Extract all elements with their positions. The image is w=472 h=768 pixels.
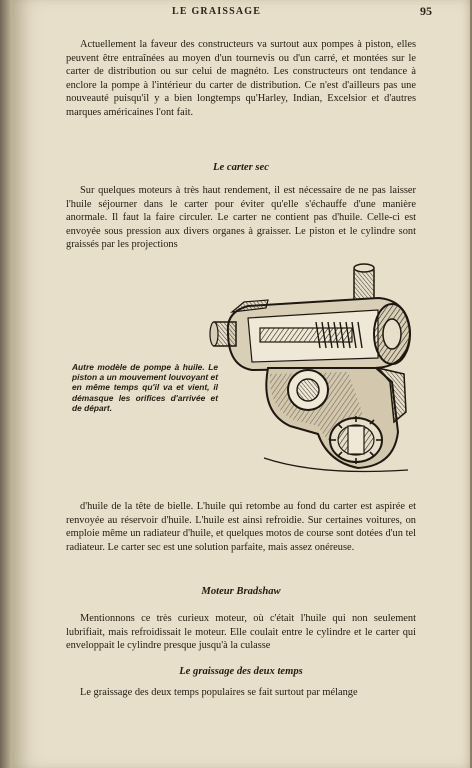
paragraph-carter-sec-continued: d'huile de la tête de bielle. L'huile qui retombe au fond du carter est aspirée et renvoyée au réservoir d'huile. L'huile est ainsi refroidie. Sur certaines voitures, on emploie même un radiateur d'huile, et quelques motos de course sont dotées d'un tel radiateur. Le carter sec est une solution parfaite, mais assez onéreuse.	[66, 501, 416, 553]
heading-moteur-bradshaw: Moteur Bradshaw	[201, 586, 281, 597]
figure-caption: Autre modèle de pompe à huile. Le piston a un mouvement louvoyant et en même temps qu'il va et vient, il démasque les orifices d'arrivée et de départ.	[72, 362, 218, 413]
paragraph-bradshaw: Mentionnons ce très curieux moteur, où c'était l'huile qui non seulement lubrifiait, mais refroidissait le moteur. Elle coulait entre le cylindre et le carter qui enveloppait le cylindre presque jusqu'à la culasse	[66, 613, 416, 652]
paragraph-carter-sec: Sur quelques moteurs à très haut rendement, il est nécessaire de ne pas laisser l'huile séjourner dans le carter pour éviter qu'elle s'échauffe d'une manière anormale. Il faut la faire circuler. Le carter ne contient pas d'huile. Celle-ci est envoyée sous pression aux divers organes à graisser. Le piston et le cylindre sont graissés par les projections	[66, 185, 416, 251]
heading-deux-temps: Le graissage des deux temps	[179, 666, 303, 677]
paragraph-intro: Actuellement la faveur des constructeurs va surtout aux pompes à piston, elles peuvent être entraînées au moyen d'un tournevis ou d'un carré, et montées sur le carter de distribution ou sur celui de magnéto. Les constructeurs ont tendance à enclore la pompe à l'intérieur du carter de distribution. Ce n'est d'ailleurs pas une nouveauté puisqu'il y a bien longtemps qu'Harley, Indian, Excelsior et d'autres marques américaines l'ont fait.	[66, 39, 416, 118]
book-page	[12, 0, 470, 768]
paragraph-deux-temps: Le graissage des deux temps populaires se fait surtout par mélange	[80, 687, 358, 698]
page-number: 95	[420, 4, 432, 18]
oil-pump-engraving-icon	[208, 262, 418, 484]
heading-carter-sec: Le carter sec	[213, 162, 269, 173]
running-title: LE GRAISSAGE	[172, 6, 262, 17]
oil-pump-illustration	[208, 262, 418, 484]
